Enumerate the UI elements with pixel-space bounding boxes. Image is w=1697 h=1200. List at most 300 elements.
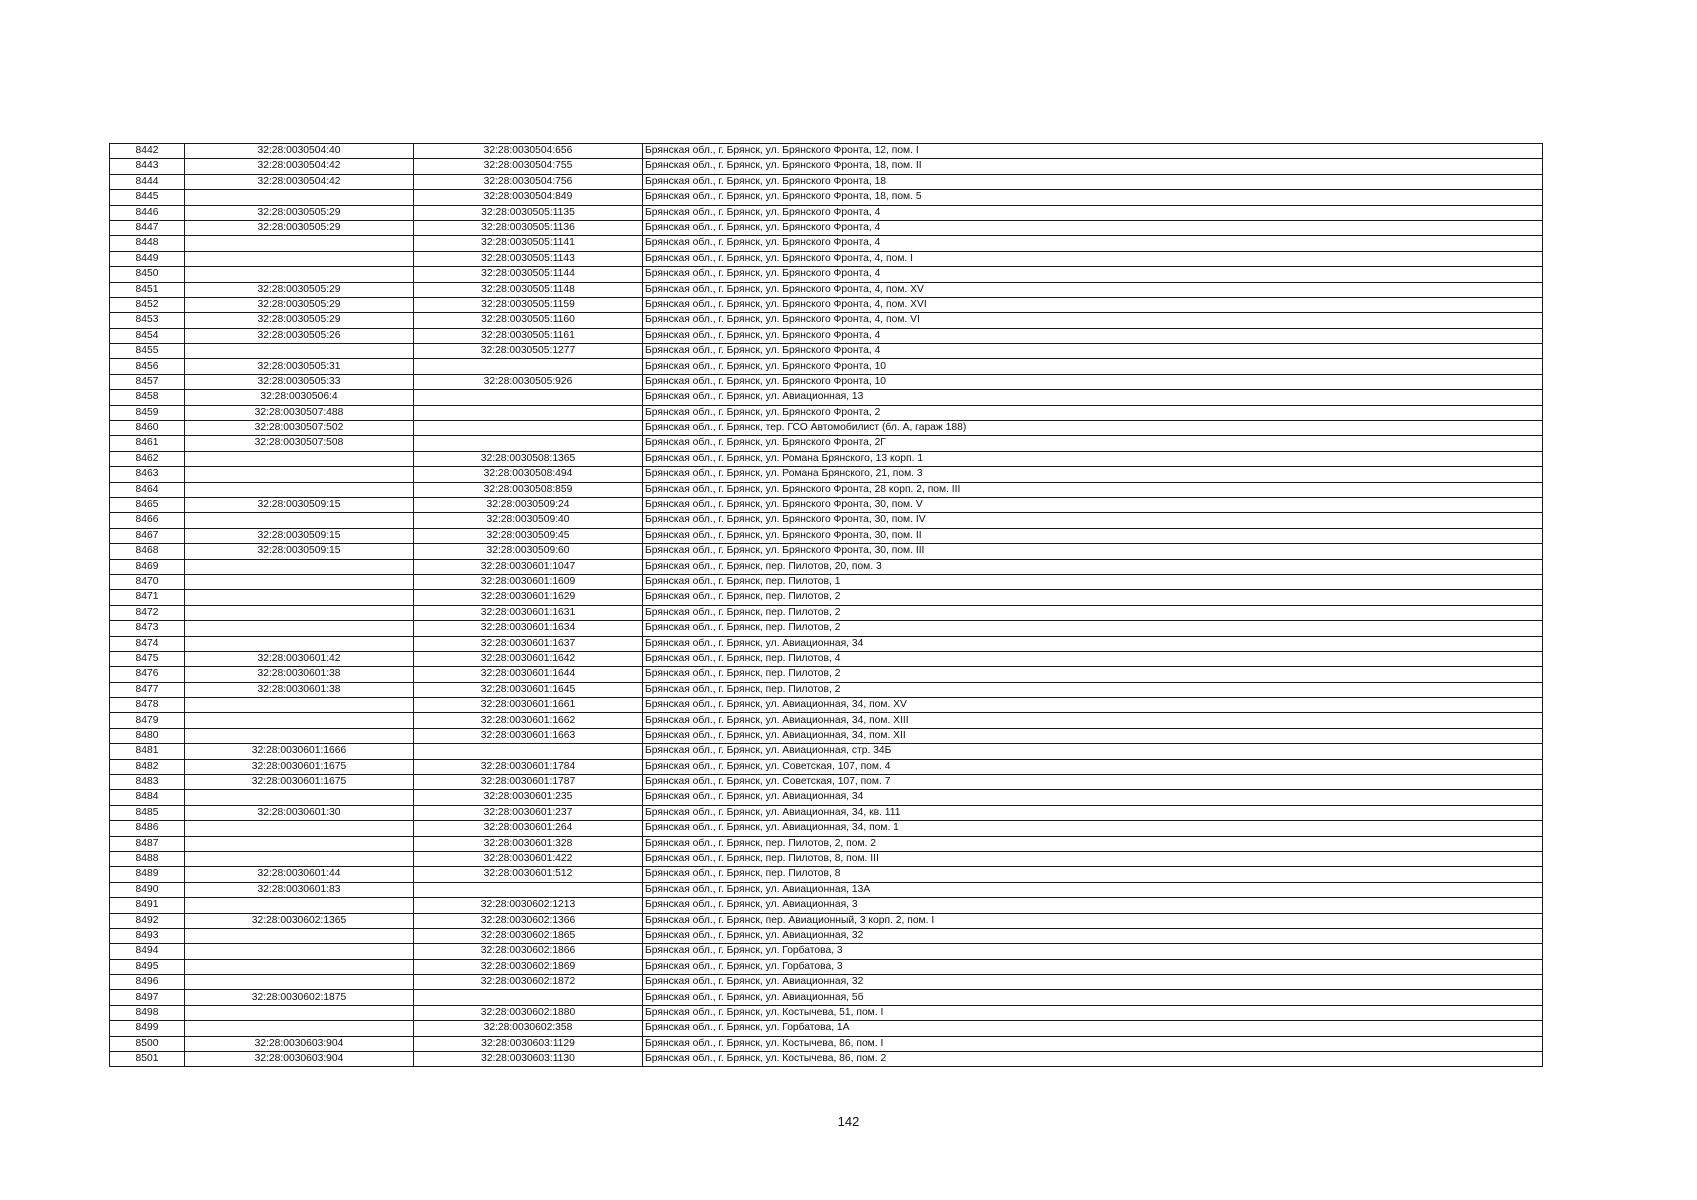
row-number-cell: 8482 (110, 759, 185, 774)
address-cell: Брянская обл., г. Брянск, ул. Брянского Фронта, 4, пом. I (643, 251, 1543, 266)
parcel-number-cell: 32:28:0030509:15 (185, 497, 414, 512)
object-number-cell: 32:28:0030505:926 (414, 374, 643, 389)
table-row (110, 805, 1543, 820)
object-number-cell: 32:28:0030601:1662 (414, 713, 643, 728)
object-number-cell: 32:28:0030601:235 (414, 790, 643, 805)
parcel-number-cell (185, 975, 414, 990)
parcel-number-cell (185, 236, 414, 251)
object-number-cell: 32:28:0030601:512 (414, 867, 643, 882)
object-number-cell: 32:28:0030601:1642 (414, 651, 643, 666)
address-cell: Брянская обл., г. Брянск, ул. Брянского Фронта, 12, пом. I (643, 144, 1543, 159)
row-number-cell: 8487 (110, 836, 185, 851)
object-number-cell: 32:28:0030508:1365 (414, 451, 643, 466)
row-number-cell: 8474 (110, 636, 185, 651)
object-number-cell: 32:28:0030509:40 (414, 513, 643, 528)
object-number-cell (414, 882, 643, 897)
address-cell: Брянская обл., г. Брянск, ул. Брянского Фронта, 4 (643, 205, 1543, 220)
row-number-cell: 8451 (110, 282, 185, 297)
object-number-cell: 32:28:0030505:1141 (414, 236, 643, 251)
address-cell: Брянская обл., г. Брянск, пер. Авиационный, 3 корп. 2, пом. I (643, 913, 1543, 928)
row-number-cell: 8475 (110, 651, 185, 666)
object-number-cell (414, 359, 643, 374)
row-number-cell: 8477 (110, 682, 185, 697)
object-number-cell: 32:28:0030509:24 (414, 497, 643, 512)
parcel-number-cell: 32:28:0030601:38 (185, 682, 414, 697)
table-row (110, 282, 1543, 297)
table-row (110, 159, 1543, 174)
address-cell: Брянская обл., г. Брянск, ул. Брянского Фронта, 10 (643, 359, 1543, 374)
object-number-cell: 32:28:0030601:1645 (414, 682, 643, 697)
table-row (110, 590, 1543, 605)
row-number-cell: 8446 (110, 205, 185, 220)
address-cell: Брянская обл., г. Брянск, ул. Авиационная, 34, пом. XV (643, 698, 1543, 713)
table-row (110, 374, 1543, 389)
parcel-number-cell (185, 698, 414, 713)
table-row (110, 251, 1543, 266)
address-cell: Брянская обл., г. Брянск, ул. Костычева, 51, пом. I (643, 1005, 1543, 1020)
table-row (110, 359, 1543, 374)
row-number-cell: 8500 (110, 1036, 185, 1051)
address-cell: Брянская обл., г. Брянск, ул. Брянского Фронта, 4, пом. XV (643, 282, 1543, 297)
parcel-number-cell: 32:28:0030601:30 (185, 805, 414, 820)
parcel-number-cell (185, 928, 414, 943)
row-number-cell: 8463 (110, 467, 185, 482)
row-number-cell: 8460 (110, 421, 185, 436)
object-number-cell: 32:28:0030602:1366 (414, 913, 643, 928)
parcel-number-cell: 32:28:0030505:29 (185, 220, 414, 235)
parcel-number-cell (185, 451, 414, 466)
address-cell: Брянская обл., г. Брянск, ул. Авиационная, 34, пом. XII (643, 728, 1543, 743)
row-number-cell: 8469 (110, 559, 185, 574)
object-number-cell: 32:28:0030601:1784 (414, 759, 643, 774)
parcel-number-cell: 32:28:0030601:42 (185, 651, 414, 666)
parcel-number-cell: 32:28:0030505:29 (185, 297, 414, 312)
object-number-cell: 32:28:0030505:1277 (414, 344, 643, 359)
address-cell: Брянская обл., г. Брянск, ул. Брянского Фронта, 30, пом. V (643, 497, 1543, 512)
row-number-cell: 8467 (110, 528, 185, 543)
parcel-number-cell (185, 621, 414, 636)
table-row (110, 467, 1543, 482)
parcel-number-cell: 32:28:0030602:1365 (185, 913, 414, 928)
address-cell: Брянская обл., г. Брянск, ул. Авиационная, 13А (643, 882, 1543, 897)
row-number-cell: 8466 (110, 513, 185, 528)
table-row (110, 836, 1543, 851)
parcel-number-cell (185, 590, 414, 605)
row-number-cell: 8464 (110, 482, 185, 497)
parcel-number-cell: 32:28:0030505:31 (185, 359, 414, 374)
row-number-cell: 8492 (110, 913, 185, 928)
address-cell: Брянская обл., г. Брянск, ул. Авиационная, 13 (643, 390, 1543, 405)
address-cell: Брянская обл., г. Брянск, ул. Брянского Фронта, 18, пом. 5 (643, 190, 1543, 205)
table-row (110, 790, 1543, 805)
table-row (110, 1052, 1543, 1067)
address-cell: Брянская обл., г. Брянск, пер. Пилотов, 2 (643, 590, 1543, 605)
object-number-cell: 32:28:0030601:1629 (414, 590, 643, 605)
table-row (110, 651, 1543, 666)
parcel-number-cell: 32:28:0030507:488 (185, 405, 414, 420)
object-number-cell: 32:28:0030505:1159 (414, 297, 643, 312)
row-number-cell: 8481 (110, 744, 185, 759)
parcel-number-cell: 32:28:0030504:42 (185, 159, 414, 174)
table-row (110, 313, 1543, 328)
object-number-cell: 32:28:0030505:1160 (414, 313, 643, 328)
object-number-cell: 32:28:0030601:1663 (414, 728, 643, 743)
row-number-cell: 8490 (110, 882, 185, 897)
object-number-cell: 32:28:0030601:1637 (414, 636, 643, 651)
row-number-cell: 8445 (110, 190, 185, 205)
table-row (110, 959, 1543, 974)
address-cell: Брянская обл., г. Брянск, ул. Брянского Фронта, 2 (643, 405, 1543, 420)
object-number-cell: 32:28:0030505:1144 (414, 267, 643, 282)
address-cell: Брянская обл., г. Брянск, ул. Авиационная, 34 (643, 636, 1543, 651)
row-number-cell: 8473 (110, 621, 185, 636)
table-row (110, 267, 1543, 282)
table-row (110, 421, 1543, 436)
row-number-cell: 8447 (110, 220, 185, 235)
address-cell: Брянская обл., г. Брянск, ул. Брянского Фронта, 30, пом. IV (643, 513, 1543, 528)
row-number-cell: 8468 (110, 544, 185, 559)
row-number-cell: 8495 (110, 959, 185, 974)
address-cell: Брянская обл., г. Брянск, ул. Романа Брянского, 21, пом. 3 (643, 467, 1543, 482)
row-number-cell: 8456 (110, 359, 185, 374)
address-cell: Брянская обл., г. Брянск, ул. Брянского Фронта, 4 (643, 236, 1543, 251)
address-cell: Брянская обл., г. Брянск, пер. Пилотов, 2, пом. 2 (643, 836, 1543, 851)
table-row (110, 405, 1543, 420)
object-number-cell: 32:28:0030603:1130 (414, 1052, 643, 1067)
address-cell: Брянская обл., г. Брянск, ул. Советская, 107, пом. 4 (643, 759, 1543, 774)
address-cell: Брянская обл., г. Брянск, ул. Авиационная, 34, кв. 111 (643, 805, 1543, 820)
object-number-cell (414, 405, 643, 420)
object-number-cell: 32:28:0030508:494 (414, 467, 643, 482)
row-number-cell: 8471 (110, 590, 185, 605)
address-cell: Брянская обл., г. Брянск, ул. Авиационная, 32 (643, 975, 1543, 990)
parcel-number-cell: 32:28:0030601:1666 (185, 744, 414, 759)
object-number-cell (414, 744, 643, 759)
row-number-cell: 8443 (110, 159, 185, 174)
table-row (110, 205, 1543, 220)
row-number-cell: 8501 (110, 1052, 185, 1067)
row-number-cell: 8461 (110, 436, 185, 451)
address-cell: Брянская обл., г. Брянск, ул. Брянского Фронта, 2Г (643, 436, 1543, 451)
table-row (110, 928, 1543, 943)
object-number-cell: 32:28:0030601:264 (414, 821, 643, 836)
parcel-number-cell: 32:28:0030602:1875 (185, 990, 414, 1005)
table-row (110, 698, 1543, 713)
address-cell: Брянская обл., г. Брянск, ул. Брянского Фронта, 4 (643, 220, 1543, 235)
row-number-cell: 8497 (110, 990, 185, 1005)
parcel-number-cell: 32:28:0030505:29 (185, 313, 414, 328)
table-row (110, 482, 1543, 497)
parcel-number-cell: 32:28:0030505:26 (185, 328, 414, 343)
row-number-cell: 8442 (110, 144, 185, 159)
page-number: 142 (837, 1114, 860, 1129)
table-row (110, 713, 1543, 728)
parcel-number-cell (185, 559, 414, 574)
address-cell: Брянская обл., г. Брянск, ул. Авиационная, 32 (643, 928, 1543, 943)
address-cell: Брянская обл., г. Брянск, ул. Горбатова, 3 (643, 944, 1543, 959)
address-cell: Брянская обл., г. Брянск, ул. Горбатова, 1А (643, 1021, 1543, 1036)
table-row (110, 744, 1543, 759)
table-row (110, 497, 1543, 512)
parcel-number-cell (185, 1005, 414, 1020)
row-number-cell: 8457 (110, 374, 185, 389)
row-number-cell: 8459 (110, 405, 185, 420)
object-number-cell (414, 990, 643, 1005)
table-row (110, 236, 1543, 251)
parcel-number-cell: 32:28:0030509:15 (185, 528, 414, 543)
table-row (110, 636, 1543, 651)
parcel-number-cell: 32:28:0030505:33 (185, 374, 414, 389)
object-number-cell: 32:28:0030505:1136 (414, 220, 643, 235)
row-number-cell: 8498 (110, 1005, 185, 1020)
object-number-cell (414, 421, 643, 436)
object-number-cell: 32:28:0030505:1143 (414, 251, 643, 266)
table-row (110, 990, 1543, 1005)
object-number-cell: 32:28:0030504:755 (414, 159, 643, 174)
row-number-cell: 8454 (110, 328, 185, 343)
address-cell: Брянская обл., г. Брянск, ул. Брянского Фронта, 28 корп. 2, пом. III (643, 482, 1543, 497)
table-row (110, 144, 1543, 159)
object-number-cell: 32:28:0030602:1866 (414, 944, 643, 959)
parcel-number-cell (185, 944, 414, 959)
row-number-cell: 8488 (110, 851, 185, 866)
parcel-number-cell (185, 851, 414, 866)
table-row (110, 390, 1543, 405)
row-number-cell: 8478 (110, 698, 185, 713)
table-row (110, 775, 1543, 790)
table-row (110, 436, 1543, 451)
object-number-cell: 32:28:0030602:1872 (414, 975, 643, 990)
object-number-cell: 32:28:0030601:1661 (414, 698, 643, 713)
object-number-cell: 32:28:0030504:656 (414, 144, 643, 159)
object-number-cell (414, 390, 643, 405)
row-number-cell: 8450 (110, 267, 185, 282)
row-number-cell: 8476 (110, 667, 185, 682)
row-number-cell: 8470 (110, 574, 185, 589)
parcel-number-cell: 32:28:0030601:83 (185, 882, 414, 897)
table-row (110, 913, 1543, 928)
object-number-cell: 32:28:0030601:1631 (414, 605, 643, 620)
table-row (110, 559, 1543, 574)
table-row (110, 867, 1543, 882)
table-row (110, 759, 1543, 774)
object-number-cell (414, 436, 643, 451)
address-cell: Брянская обл., г. Брянск, ул. Советская, 107, пом. 7 (643, 775, 1543, 790)
address-cell: Брянская обл., г. Брянск, пер. Пилотов, 20, пом. 3 (643, 559, 1543, 574)
table-row (110, 174, 1543, 189)
table-row (110, 898, 1543, 913)
parcel-number-cell (185, 898, 414, 913)
address-cell: Брянская обл., г. Брянск, ул. Авиационная, 5б (643, 990, 1543, 1005)
parcel-number-cell: 32:28:0030601:1675 (185, 775, 414, 790)
row-number-cell: 8444 (110, 174, 185, 189)
row-number-cell: 8455 (110, 344, 185, 359)
row-number-cell: 8485 (110, 805, 185, 820)
address-cell: Брянская обл., г. Брянск, ул. Брянского Фронта, 30, пом. II (643, 528, 1543, 543)
table-row (110, 328, 1543, 343)
address-cell: Брянская обл., г. Брянск, ул. Брянского Фронта, 4, пом. XVI (643, 297, 1543, 312)
address-cell: Брянская обл., г. Брянск, ул. Брянского Фронта, 4, пом. VI (643, 313, 1543, 328)
parcel-number-cell (185, 267, 414, 282)
row-number-cell: 8448 (110, 236, 185, 251)
table-row (110, 190, 1543, 205)
address-cell: Брянская обл., г. Брянск, ул. Авиационная, стр. 34Б (643, 744, 1543, 759)
table-row (110, 851, 1543, 866)
address-cell: Брянская обл., г. Брянск, ул. Костычева, 86, пом. 2 (643, 1052, 1543, 1067)
parcel-number-cell: 32:28:0030505:29 (185, 205, 414, 220)
address-cell: Брянская обл., г. Брянск, ул. Брянского Фронта, 10 (643, 374, 1543, 389)
parcel-number-cell (185, 574, 414, 589)
object-number-cell: 32:28:0030504:849 (414, 190, 643, 205)
address-cell: Брянская обл., г. Брянск, пер. Пилотов, 4 (643, 651, 1543, 666)
address-cell: Брянская обл., г. Брянск, ул. Романа Брянского, 13 корп. 1 (643, 451, 1543, 466)
parcel-number-cell: 32:28:0030507:502 (185, 421, 414, 436)
parcel-number-cell: 32:28:0030504:40 (185, 144, 414, 159)
row-number-cell: 8458 (110, 390, 185, 405)
row-number-cell: 8465 (110, 497, 185, 512)
row-number-cell: 8491 (110, 898, 185, 913)
parcel-number-cell: 32:28:0030504:42 (185, 174, 414, 189)
address-cell: Брянская обл., г. Брянск, ул. Брянского Фронта, 4 (643, 267, 1543, 282)
row-number-cell: 8472 (110, 605, 185, 620)
parcel-number-cell: 32:28:0030505:29 (185, 282, 414, 297)
parcel-number-cell: 32:28:0030506:4 (185, 390, 414, 405)
row-number-cell: 8486 (110, 821, 185, 836)
object-number-cell: 32:28:0030603:1129 (414, 1036, 643, 1051)
parcel-number-cell: 32:28:0030603:904 (185, 1036, 414, 1051)
address-cell: Брянская обл., г. Брянск, ул. Горбатова, 3 (643, 959, 1543, 974)
address-cell: Брянская обл., г. Брянск, ул. Авиационная, 34, пом. XIII (643, 713, 1543, 728)
parcel-number-cell (185, 513, 414, 528)
table-row (110, 344, 1543, 359)
address-cell: Брянская обл., г. Брянск, ул. Авиационная, 3 (643, 898, 1543, 913)
address-cell: Брянская обл., г. Брянск, пер. Пилотов, 2 (643, 605, 1543, 620)
table-row (110, 1005, 1543, 1020)
row-number-cell: 8484 (110, 790, 185, 805)
table-row (110, 544, 1543, 559)
address-cell: Брянская обл., г. Брянск, ул. Брянского Фронта, 30, пом. III (643, 544, 1543, 559)
parcel-number-cell: 32:28:0030601:38 (185, 667, 414, 682)
table-row (110, 975, 1543, 990)
address-cell: Брянская обл., г. Брянск, ул. Брянского Фронта, 4 (643, 344, 1543, 359)
parcel-number-cell (185, 790, 414, 805)
address-cell: Брянская обл., г. Брянск, ул. Брянского Фронта, 18, пом. II (643, 159, 1543, 174)
parcel-number-cell (185, 836, 414, 851)
table-row (110, 667, 1543, 682)
row-number-cell: 8494 (110, 944, 185, 959)
parcel-number-cell (185, 605, 414, 620)
parcel-number-cell (185, 821, 414, 836)
address-cell: Брянская обл., г. Брянск, ул. Брянского Фронта, 4 (643, 328, 1543, 343)
object-number-cell: 32:28:0030602:358 (414, 1021, 643, 1036)
table-row (110, 621, 1543, 636)
parcel-number-cell (185, 713, 414, 728)
table-row (110, 528, 1543, 543)
table-row (110, 682, 1543, 697)
object-number-cell: 32:28:0030504:756 (414, 174, 643, 189)
object-number-cell: 32:28:0030602:1869 (414, 959, 643, 974)
property-table (109, 143, 1543, 1067)
parcel-number-cell (185, 959, 414, 974)
object-number-cell: 32:28:0030601:1047 (414, 559, 643, 574)
object-number-cell: 32:28:0030602:1213 (414, 898, 643, 913)
parcel-number-cell (185, 482, 414, 497)
object-number-cell: 32:28:0030601:237 (414, 805, 643, 820)
row-number-cell: 8453 (110, 313, 185, 328)
object-number-cell: 32:28:0030505:1148 (414, 282, 643, 297)
address-cell: Брянская обл., г. Брянск, ул. Авиационная, 34, пом. 1 (643, 821, 1543, 836)
table-row (110, 605, 1543, 620)
object-number-cell: 32:28:0030505:1135 (414, 205, 643, 220)
table-row (110, 1021, 1543, 1036)
object-number-cell: 32:28:0030508:859 (414, 482, 643, 497)
table-row (110, 451, 1543, 466)
address-cell: Брянская обл., г. Брянск, пер. Пилотов, 2 (643, 667, 1543, 682)
object-number-cell: 32:28:0030601:1787 (414, 775, 643, 790)
parcel-number-cell (185, 467, 414, 482)
row-number-cell: 8462 (110, 451, 185, 466)
object-number-cell: 32:28:0030601:328 (414, 836, 643, 851)
parcel-number-cell (185, 1021, 414, 1036)
address-cell: Брянская обл., г. Брянск, ул. Брянского Фронта, 18 (643, 174, 1543, 189)
object-number-cell: 32:28:0030602:1880 (414, 1005, 643, 1020)
object-number-cell: 32:28:0030601:422 (414, 851, 643, 866)
table-row (110, 821, 1543, 836)
parcel-number-cell: 32:28:0030603:904 (185, 1052, 414, 1067)
parcel-number-cell: 32:28:0030601:1675 (185, 759, 414, 774)
table-row (110, 513, 1543, 528)
address-cell: Брянская обл., г. Брянск, пер. Пилотов, 2 (643, 682, 1543, 697)
row-number-cell: 8496 (110, 975, 185, 990)
object-number-cell: 32:28:0030601:1609 (414, 574, 643, 589)
table-row (110, 882, 1543, 897)
row-number-cell: 8499 (110, 1021, 185, 1036)
row-number-cell: 8449 (110, 251, 185, 266)
table-row (110, 1036, 1543, 1051)
parcel-number-cell (185, 344, 414, 359)
object-number-cell: 32:28:0030601:1634 (414, 621, 643, 636)
address-cell: Брянская обл., г. Брянск, тер. ГСО Автомобилист (бл. А, гараж 188) (643, 421, 1543, 436)
address-cell: Брянская обл., г. Брянск, ул. Костычева, 86, пом. I (643, 1036, 1543, 1051)
parcel-number-cell (185, 190, 414, 205)
parcel-number-cell: 32:28:0030601:44 (185, 867, 414, 882)
table-row (110, 297, 1543, 312)
address-cell: Брянская обл., г. Брянск, пер. Пилотов, 8 (643, 867, 1543, 882)
address-cell: Брянская обл., г. Брянск, пер. Пилотов, 8, пом. III (643, 851, 1543, 866)
object-number-cell: 32:28:0030509:45 (414, 528, 643, 543)
table-row (110, 574, 1543, 589)
object-number-cell: 32:28:0030509:60 (414, 544, 643, 559)
row-number-cell: 8493 (110, 928, 185, 943)
address-cell: Брянская обл., г. Брянск, пер. Пилотов, 2 (643, 621, 1543, 636)
object-number-cell: 32:28:0030601:1644 (414, 667, 643, 682)
table-body (110, 144, 1543, 1067)
table-row (110, 728, 1543, 743)
parcel-number-cell (185, 728, 414, 743)
table-row (110, 944, 1543, 959)
parcel-number-cell: 32:28:0030507:508 (185, 436, 414, 451)
object-number-cell: 32:28:0030602:1865 (414, 928, 643, 943)
parcel-number-cell (185, 251, 414, 266)
row-number-cell: 8483 (110, 775, 185, 790)
address-cell: Брянская обл., г. Брянск, ул. Авиационная, 34 (643, 790, 1543, 805)
table-row (110, 220, 1543, 235)
parcel-number-cell (185, 636, 414, 651)
row-number-cell: 8479 (110, 713, 185, 728)
object-number-cell: 32:28:0030505:1161 (414, 328, 643, 343)
parcel-number-cell: 32:28:0030509:15 (185, 544, 414, 559)
row-number-cell: 8489 (110, 867, 185, 882)
